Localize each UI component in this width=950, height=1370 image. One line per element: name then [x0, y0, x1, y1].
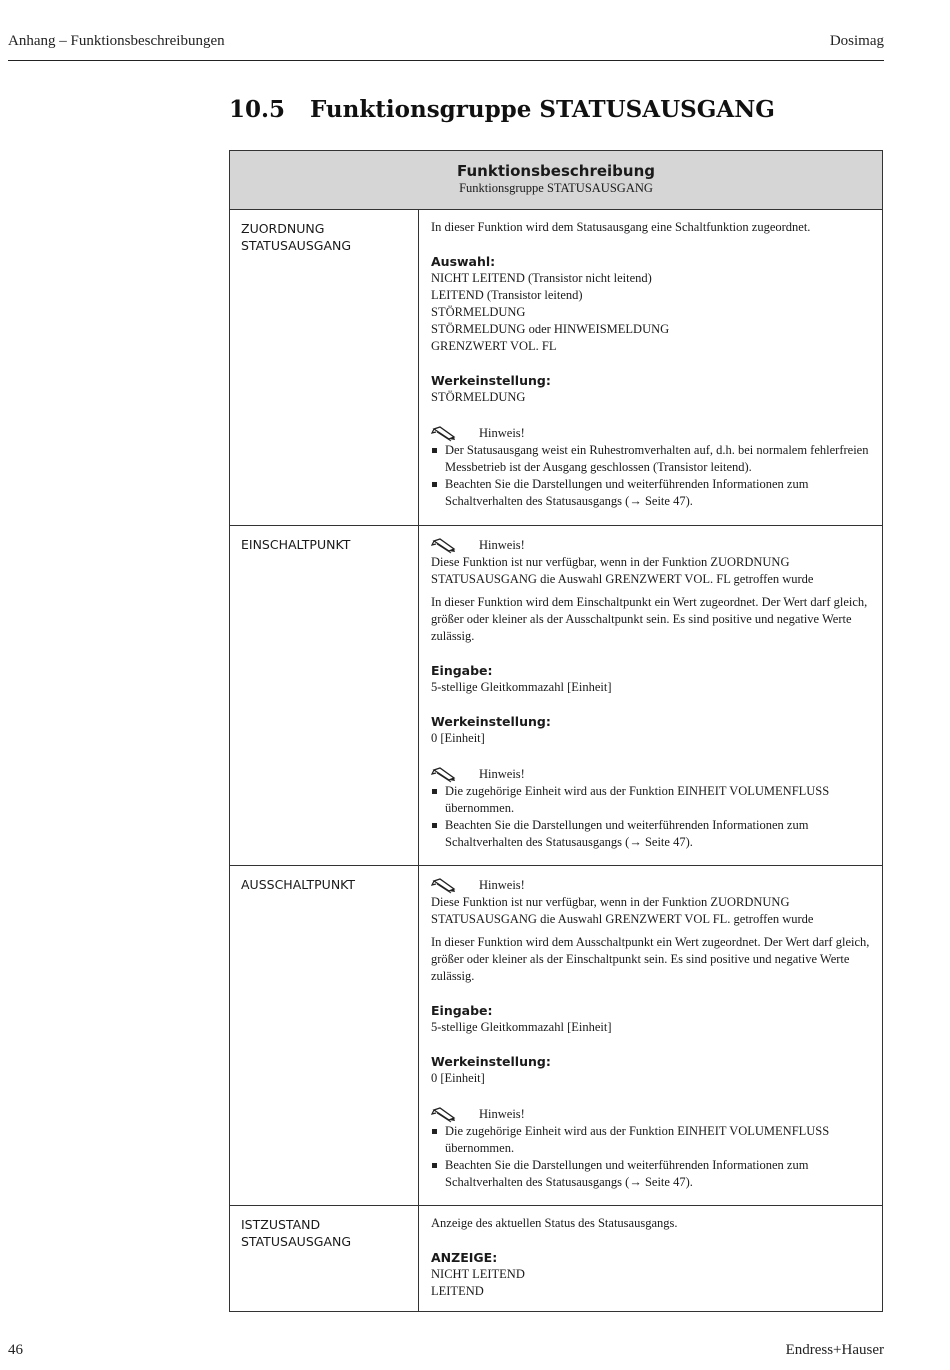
display-value: NICHT LEITEND [431, 1267, 525, 1281]
default-value: STÖRMELDUNG [431, 390, 526, 404]
default-value: 0 [Einheit] [431, 1071, 485, 1085]
input-value: 5-stellige Gleitkommazahl [Einheit] [431, 1020, 612, 1034]
hint-label: Hinweis! [479, 767, 525, 781]
hint-label: Hinweis! [479, 426, 525, 440]
function-name: AUSSCHALTPUNKT [230, 866, 419, 1206]
auswahl-label: Auswahl: [431, 254, 496, 269]
hint-heading [431, 425, 872, 442]
option-item: STÖRMELDUNG oder HINWEISMELDUNG [431, 322, 670, 336]
input-value: 5-stellige Gleitkommazahl [Einheit] [431, 680, 612, 694]
availability-note: Diese Funktion ist nur verfügbar, wenn in der Funktion ZUORDNUNG STATUSAUSGANG die Auswahl GRENZWERT VOL. FL getroffen wurde [431, 555, 814, 586]
option-item: LEITEND (Transistor leitend) [431, 288, 583, 302]
option-item: STÖRMELDUNG [431, 305, 526, 319]
header-chapter: Anhang – Funktionsbeschreibungen [8, 33, 225, 49]
list-item: Die zugehörige Einheit wird aus der Funktion EINHEIT VOLUMENFLUSS übernommen. [431, 1123, 872, 1157]
description-text: In dieser Funktion wird dem Statusausgang eine Schaltfunktion zugeordnet. [431, 220, 811, 234]
pencil-icon [431, 425, 461, 442]
function-name: EINSCHALTPUNKT [230, 526, 419, 866]
table-header-row [230, 151, 883, 210]
hint-list [431, 1123, 872, 1191]
function-table [229, 150, 883, 1312]
page-number: 46 [8, 1342, 23, 1358]
table-header-subtitle: Funktionsgruppe STATUSAUSGANG [459, 181, 653, 195]
hint-heading [431, 766, 872, 783]
option-item: GRENZWERT VOL. FL [431, 339, 557, 353]
function-name: ISTZUSTAND STATUSAUSGANG [230, 1206, 419, 1312]
input-label: Eingabe: [431, 663, 493, 678]
hint-heading [431, 877, 872, 894]
list-item: Beachten Sie die Darstellungen und weiterführenden Informationen zum Schaltverhalten des Statusausgangs (→ Seite 47). [431, 817, 872, 851]
list-item: Beachten Sie die Darstellungen und weiterführenden Informationen zum Schaltverhalten des Statusausgangs (→ Seite 47). [431, 476, 872, 510]
hint-heading [431, 1106, 872, 1123]
function-description [419, 1206, 883, 1312]
section-number: 10.5 [229, 96, 286, 123]
hint-label: Hinweis! [479, 538, 525, 552]
footer-brand: Endress+Hauser [785, 1342, 884, 1358]
function-description [419, 210, 883, 526]
hint-list [431, 442, 872, 510]
default-value: 0 [Einheit] [431, 731, 485, 745]
table-row [230, 210, 883, 526]
table-header [230, 151, 883, 210]
hint-label: Hinweis! [479, 878, 525, 892]
pencil-icon [431, 766, 461, 783]
display-label: ANZEIGE: [431, 1250, 498, 1265]
pencil-icon [431, 877, 461, 894]
section-title: Funktionsgruppe STATUSAUSGANG [310, 96, 775, 123]
input-label: Eingabe: [431, 1003, 493, 1018]
list-item: Der Statusausgang weist ein Ruhestromverhalten auf, d.h. bei normalem fehlerfreien Messbetrieb ist der Ausgang geschlossen (Transistor leitend). [431, 442, 872, 476]
function-description [419, 866, 883, 1206]
list-item: Beachten Sie die Darstellungen und weiterführenden Informationen zum Schaltverhalten des Statusausgangs (→ Seite 47). [431, 1157, 872, 1191]
table-row [230, 1206, 883, 1312]
hint-label: Hinweis! [479, 1107, 525, 1121]
pencil-icon [431, 1106, 461, 1123]
hint-list [431, 783, 872, 851]
table-row [230, 526, 883, 866]
table-header-title: Funktionsbeschreibung [456, 162, 655, 180]
header-product: Dosimag [829, 33, 884, 49]
default-label: Werkeinstellung: [431, 1054, 551, 1069]
function-name: ZUORDNUNG STATUSAUSGANG [230, 210, 419, 526]
availability-note: Diese Funktion ist nur verfügbar, wenn in der Funktion ZUORDNUNG STATUSAUSGANG die Auswahl GRENZWERT VOL FL. getroffen wurde [431, 895, 814, 926]
header-rule [8, 60, 884, 61]
option-item: NICHT LEITEND (Transistor nicht leitend) [431, 271, 652, 285]
list-item: Die zugehörige Einheit wird aus der Funktion EINHEIT VOLUMENFLUSS übernommen. [431, 783, 872, 817]
section-heading [229, 96, 775, 123]
default-label: Werkeinstellung: [431, 373, 551, 388]
description-text: In dieser Funktion wird dem Einschaltpunkt ein Wert zugeordnet. Der Wert darf gleich, größer oder kleiner als der Ausschaltpunkt sein. Es sind positive und negative Werte zulässig. [431, 595, 868, 643]
description-text: Anzeige des aktuellen Status des Statusausgangs. [431, 1216, 678, 1230]
display-value: LEITEND [431, 1284, 484, 1298]
default-label: Werkeinstellung: [431, 714, 551, 729]
hint-heading [431, 537, 872, 554]
function-description [419, 526, 883, 866]
description-text: In dieser Funktion wird dem Ausschaltpunkt ein Wert zugeordnet. Der Wert darf gleich, größer oder kleiner als der Einschaltpunkt sein. Es sind positive und negative Werte zulässig. [431, 935, 870, 983]
table-row [230, 866, 883, 1206]
pencil-icon [431, 537, 461, 554]
